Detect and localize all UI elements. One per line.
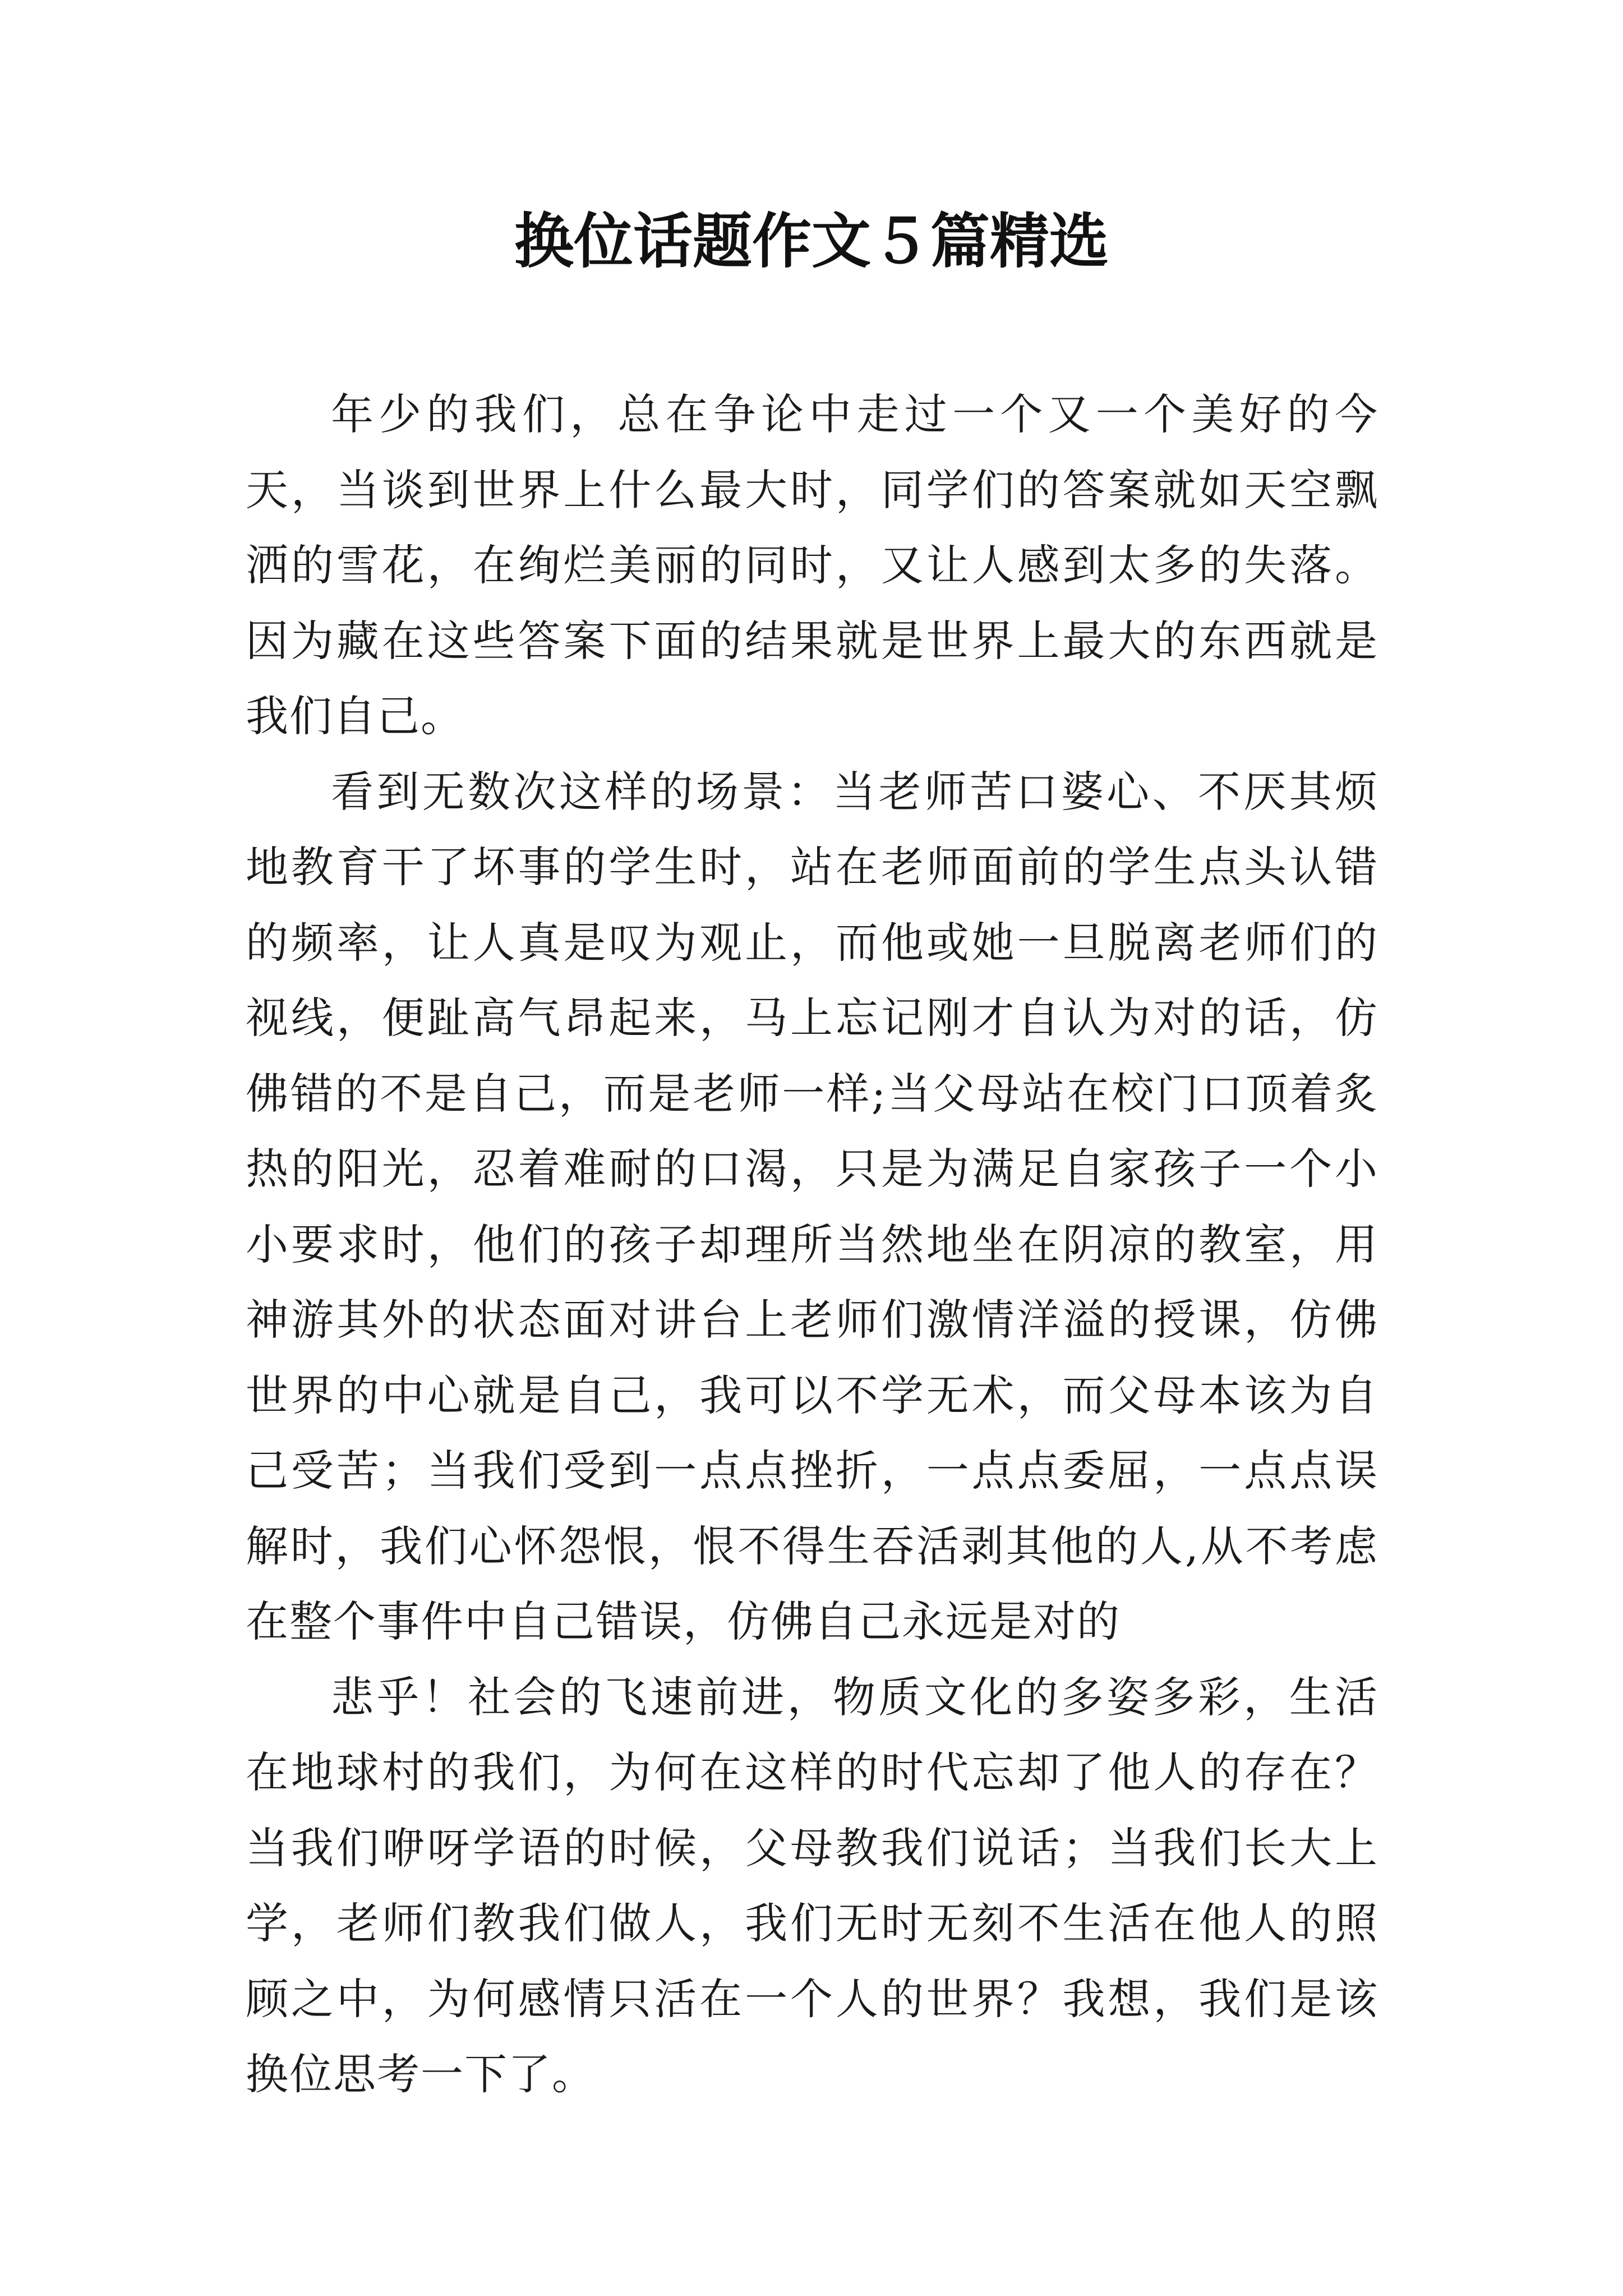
paragraph-2: 看到无数次这样的场景：当老师苦口婆心、不厌其烦地教育干了坏事的学生时，站在老师面前的学生点头认错的频率，让人真是叹为观止，而他或她一旦脱离老师们的视线，便趾高气昂起来，马上忘记刚才自认为对的话，仿佛错的不是自己，而是老师一样;当父母站在校门口顶着炙热的阳光，忍着难耐的口渴，只是为满足自家孩子一个小小要求时，他们的孩子却理所当然地坐在阴凉的教室，用神游其外的状态面对讲台上老师们激情洋溢的授课，仿佛世界的中心就是自己，我可以不学无术，而父母本该为自己受苦；当我们受到一点点挫折，一点点委屈，一点点误解时，我们心怀怨恨，恨不得生吞活剥其他的人,从不考虑在整个事件中自己错误，仿佛自己永远是对的	[246, 766, 1378, 1646]
paragraph-3: 悲乎！社会的飞速前进，物质文化的多姿多彩，生活在地球村的我们，为何在这样的时代忘却了他人的存在？当我们咿呀学语的时候，父母教我们说话；当我们长大上学，老师们教我们做人，我们无时无刻不生活在他人的照顾之中，为何感情只活在一个人的世界？我想，我们是该换位思考一下了。	[246, 1672, 1378, 2099]
paragraph-1: 年少的我们，总在争论中走过一个又一个美好的今天，当谈到世界上什么最大时，同学们的答案就如天空飘洒的雪花，在绚烂美丽的同时，又让人感到太多的失落。因为藏在这些答案下面的结果就是世界上最大的东西就是我们自己。	[246, 389, 1378, 741]
document-body	[246, 377, 1378, 2113]
document-title: 换位话题作文５篇精选	[514, 206, 1109, 276]
